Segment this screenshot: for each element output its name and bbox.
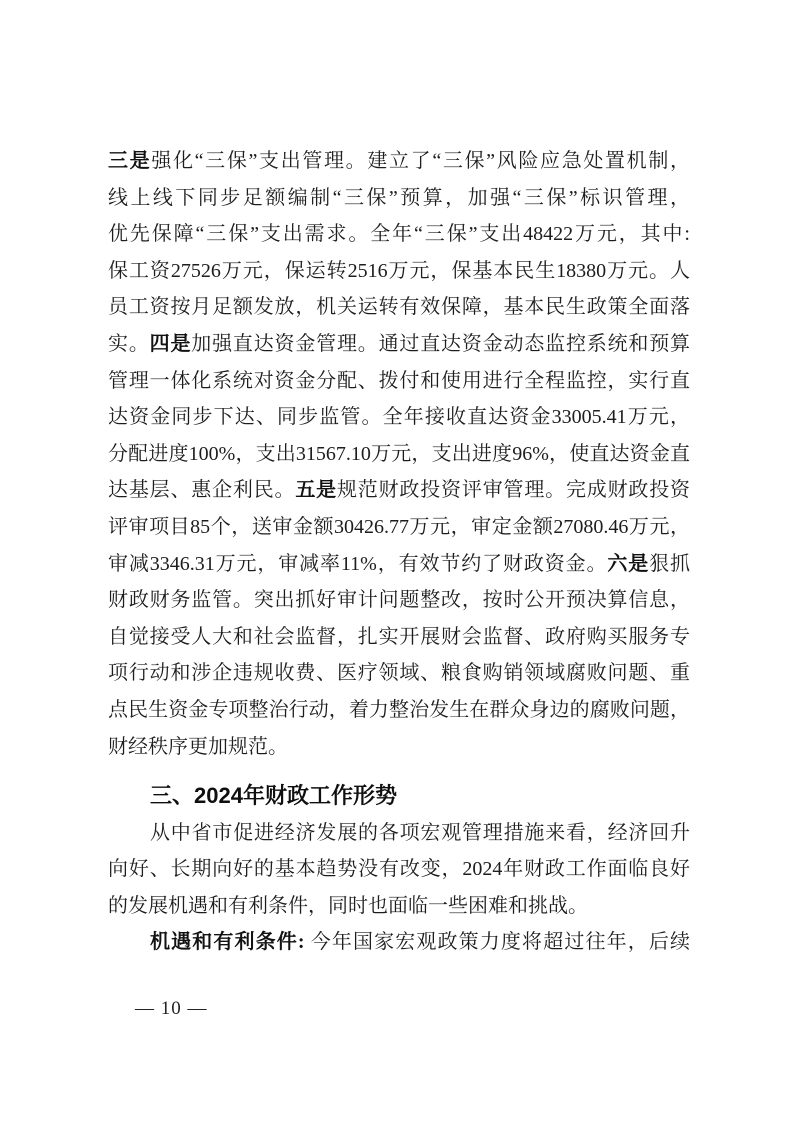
text-line — [108, 729, 690, 766]
text-run: 实。 — [108, 332, 150, 355]
text-run: 项行动和涉企违规收费、医疗领域、粮食购销领域腐败问题、重 — [108, 662, 690, 685]
text-line — [108, 399, 690, 436]
text-run: 达资金同步下达、同步监管。全年接收直达资金33005.41万元， — [108, 406, 690, 429]
text-run: 线上线下同步足额编制“三保”预算，加强“三保”标识管理， — [108, 186, 690, 209]
text-run: 规范财政投资评审管理。完成财政投资 — [336, 479, 690, 502]
text-run: 员工资按月足额发放，机关运转有效保障，基本民生政策全面落 — [108, 296, 690, 319]
page-body-text — [108, 143, 690, 961]
text-line — [108, 619, 690, 656]
heading-text: 三、2024年财政工作形势 — [150, 783, 397, 809]
text-run: 狠抓 — [649, 552, 690, 575]
text-run: 评审项目85个，送审金额30426.77万元，审定金额27080.46万元， — [108, 515, 690, 538]
text-run: 财经秩序更加规范。 — [108, 735, 288, 758]
text-run: 审减3346.31万元，审减率11%，有效节约了财政资金。 — [108, 552, 608, 575]
bold-run: 四是 — [149, 332, 192, 355]
text-line — [108, 180, 690, 217]
text-run: 管理一体化系统对资金分配、拨付和使用进行全程监控，实行直 — [108, 369, 690, 392]
text-line — [108, 253, 690, 290]
page-number: — 10 — — [135, 998, 208, 1019]
text-line — [108, 363, 690, 400]
text-run: 从中省市促进经济发展的各项宏观管理措施来看，经济回升 — [150, 821, 690, 844]
text-line — [108, 216, 690, 253]
text-line — [108, 289, 690, 326]
bold-run: 机遇和有利条件: — [150, 931, 305, 954]
text-run: 分配进度100%，支出31567.10万元，支出进度96%，使直达资金直 — [108, 442, 690, 465]
text-run: 的发展机遇和有利条件，同时也面临一些困难和挑战。 — [108, 894, 588, 917]
text-run: 自觉接受人大和社会监督，扎实开展财会监督、政府购买服务专 — [108, 625, 690, 648]
bold-run: 三是 — [108, 150, 152, 172]
section-heading — [108, 778, 690, 815]
text-run: 今年国家宏观政策力度将超过往年，后续 — [304, 931, 690, 954]
text-run: 向好、长期向好的基本趋势没有改变，2024年财政工作面临良好 — [108, 858, 690, 881]
text-run: 强化“三保”支出管理。建立了“三保”风险应急处置机制， — [151, 150, 690, 172]
text-line — [108, 509, 690, 546]
bold-run: 六是 — [607, 552, 650, 575]
text-line — [108, 851, 690, 888]
text-line — [108, 815, 690, 852]
text-line — [108, 143, 690, 180]
text-run: 点民生资金专项整治行动，着力整治发生在群众身边的腐败问题， — [108, 698, 690, 721]
bold-run: 五是 — [295, 479, 337, 502]
text-line — [108, 326, 690, 363]
text-line — [108, 582, 690, 619]
text-line — [108, 924, 690, 961]
text-run: 加强直达资金管理。通过直达资金动态监控系统和预算 — [191, 332, 690, 355]
text-line — [108, 888, 690, 925]
text-line — [108, 472, 690, 509]
text-line — [108, 546, 690, 583]
text-line — [108, 655, 690, 692]
text-run: 优先保障“三保”支出需求。全年“三保”支出48422万元，其中: — [108, 223, 690, 246]
text-run: 达基层、惠企利民。 — [108, 479, 296, 502]
text-line — [108, 692, 690, 729]
text-run: 财政财务监管。突出抓好审计问题整改，按时公开预决算信息， — [108, 589, 690, 612]
text-line — [108, 436, 690, 473]
text-run: 保工资27526万元，保运转2516万元，保基本民生18380万元。人 — [108, 259, 690, 282]
